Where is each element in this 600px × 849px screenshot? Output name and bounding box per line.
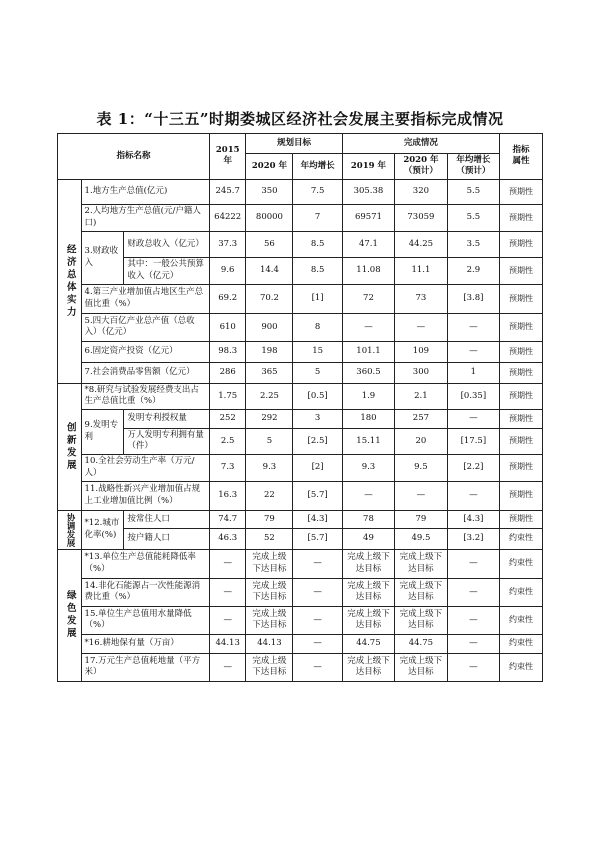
cell-plan-growth: 3 (293, 409, 342, 428)
cell-attribute: 预期性 (500, 481, 543, 510)
cell-est-growth: — (447, 578, 499, 606)
cell-est-growth: [4.3] (447, 510, 499, 528)
cell-est-2020: 73 (395, 284, 447, 313)
table-row (58, 454, 543, 481)
indicator-name: 按常住人口 (124, 510, 210, 528)
header-completion: 完成情况 (342, 134, 499, 154)
cell-est-2020: 79 (395, 510, 447, 528)
cell-est-2020: 44.75 (395, 634, 447, 653)
indicator-name: *8.研究与试验发展经费支出占生产总值比重（%） (81, 383, 209, 409)
cell-attribute: 约束性 (500, 634, 543, 653)
indicator-name: 6.固定资产投资（亿元） (81, 341, 209, 362)
cell-est-2020: 44.25 (395, 231, 447, 257)
table-row (58, 428, 543, 454)
cell-base-2015: 252 (210, 409, 246, 428)
table-row (58, 653, 543, 681)
cell-est-2020: 20 (395, 428, 447, 454)
cell-est-growth: 1 (447, 362, 499, 383)
cell-est-growth: — (447, 606, 499, 634)
table-row (58, 528, 543, 549)
table-row (58, 510, 543, 528)
cell-plan-2020: 2.25 (246, 383, 293, 409)
cell-est-2020: 73059 (395, 204, 447, 231)
cell-plan-2020: 198 (246, 341, 293, 362)
cell-plan-growth: [5.7] (293, 528, 342, 549)
cell-plan-2020: 完成上级下达目标 (246, 578, 293, 606)
cell-base-2015: 98.3 (210, 341, 246, 362)
cell-plan-2020: 52 (246, 528, 293, 549)
cell-actual-2019: 49 (342, 528, 394, 549)
indicator-name: *13.单位生产总值能耗降低率（%） (81, 549, 209, 578)
cell-est-growth: [0.35] (447, 383, 499, 409)
cell-actual-2019: 180 (342, 409, 394, 428)
cell-attribute: 预期性 (500, 257, 543, 284)
cell-est-2020: — (395, 313, 447, 341)
cell-plan-2020: 80000 (246, 204, 293, 231)
cell-attribute: 预期性 (500, 231, 543, 257)
category-economy: 经济总体实力 (58, 179, 82, 383)
indicator-name: 11.战略性新兴产业增加值占规上工业增加值比例（%） (81, 481, 209, 510)
cell-plan-2020: 9.3 (246, 454, 293, 481)
cell-actual-2019: 69571 (342, 204, 394, 231)
cell-plan-growth: [4.3] (293, 510, 342, 528)
header-planned: 规划目标 (246, 134, 342, 154)
cell-est-growth: [3.8] (447, 284, 499, 313)
cell-est-2020: 完成上级下达目标 (395, 578, 447, 606)
cell-est-2020: 257 (395, 409, 447, 428)
cell-attribute: 预期性 (500, 362, 543, 383)
cell-actual-2019: — (342, 481, 394, 510)
table-row (58, 634, 543, 653)
cell-plan-growth: 15 (293, 341, 342, 362)
cell-plan-growth: 8 (293, 313, 342, 341)
cell-plan-2020: 350 (246, 179, 293, 204)
cell-plan-growth: 8.5 (293, 231, 342, 257)
table-row (58, 606, 543, 634)
cell-est-2020: 11.1 (395, 257, 447, 284)
cell-base-2015: — (210, 606, 246, 634)
cell-plan-growth: 5 (293, 362, 342, 383)
cell-est-growth: [3.2] (447, 528, 499, 549)
cell-plan-growth: — (293, 606, 342, 634)
cell-plan-growth: 8.5 (293, 257, 342, 284)
cell-attribute: 预期性 (500, 409, 543, 428)
cell-est-growth: — (447, 634, 499, 653)
category-coordinated: 协调发展 (58, 510, 82, 549)
cell-est-growth: — (447, 549, 499, 578)
cell-plan-2020: 5 (246, 428, 293, 454)
cell-plan-growth: [0.5] (293, 383, 342, 409)
cell-plan-2020: 完成上级下达目标 (246, 606, 293, 634)
cell-plan-2020: 365 (246, 362, 293, 383)
cell-base-2015: 1.75 (210, 383, 246, 409)
cell-plan-2020: 14.4 (246, 257, 293, 284)
cell-base-2015: 74.7 (210, 510, 246, 528)
indicator-name: 其中：一般公共预算收入（亿元） (124, 257, 210, 284)
cell-plan-growth: [5.7] (293, 481, 342, 510)
cell-plan-growth: [1] (293, 284, 342, 313)
cell-est-2020: — (395, 481, 447, 510)
cell-base-2015: 9.6 (210, 257, 246, 284)
cell-plan-growth: — (293, 549, 342, 578)
table-row (58, 341, 543, 362)
table-row (58, 578, 543, 606)
table-row (58, 284, 543, 313)
table-row (58, 204, 543, 231)
cell-actual-2019: 完成上级下达目标 (342, 549, 394, 578)
cell-plan-2020: 79 (246, 510, 293, 528)
header-indicator: 指标名称 (58, 134, 210, 180)
cell-plan-2020: 22 (246, 481, 293, 510)
cell-actual-2019: 360.5 (342, 362, 394, 383)
cell-actual-2019: 78 (342, 510, 394, 528)
indicator-name: *16.耕地保有量（万亩） (81, 634, 209, 653)
cell-attribute: 约束性 (500, 549, 543, 578)
cell-base-2015: 16.3 (210, 481, 246, 510)
cell-base-2015: — (210, 653, 246, 681)
cell-plan-2020: 完成上级下达目标 (246, 653, 293, 681)
cell-est-2020: 9.5 (395, 454, 447, 481)
cell-plan-growth: [2.5] (293, 428, 342, 454)
cell-est-growth: — (447, 481, 499, 510)
cell-est-growth: 5.5 (447, 179, 499, 204)
cell-plan-growth: — (293, 653, 342, 681)
indicator-name: 财政总收入（亿元） (124, 231, 210, 257)
header-base-year: 2015 年 (210, 134, 246, 180)
indicator-group: 9.发明专利 (81, 409, 124, 454)
cell-base-2015: 7.3 (210, 454, 246, 481)
cell-actual-2019: 47.1 (342, 231, 394, 257)
indicator-name: 5.四大百亿产业总产值（总收入）（亿元） (81, 313, 209, 341)
cell-est-growth: — (447, 409, 499, 428)
cell-est-2020: 2.1 (395, 383, 447, 409)
category-green: 绿色发展 (58, 549, 82, 681)
cell-actual-2019: 15.11 (342, 428, 394, 454)
indicator-group: 3.财政收入 (81, 231, 124, 284)
indicator-name: 17.万元生产总值耗地量（平方米） (81, 653, 209, 681)
table-row (58, 409, 543, 428)
cell-attribute: 预期性 (500, 179, 543, 204)
cell-attribute: 约束性 (500, 578, 543, 606)
cell-attribute: 约束性 (500, 606, 543, 634)
cell-base-2015: — (210, 549, 246, 578)
header-est-growth: 年均增长 （预计） (447, 154, 499, 180)
indicator-name: 7.社会消费品零售额（亿元） (81, 362, 209, 383)
table-row (58, 362, 543, 383)
cell-est-growth: — (447, 653, 499, 681)
cell-est-growth: 2.9 (447, 257, 499, 284)
cell-actual-2019: 完成上级下达目标 (342, 653, 394, 681)
header-est-2020: 2020 年 （预计） (395, 154, 447, 180)
cell-plan-2020: 70.2 (246, 284, 293, 313)
header-plan-2020: 2020 年 (246, 154, 293, 180)
cell-actual-2019: 9.3 (342, 454, 394, 481)
cell-est-2020: 300 (395, 362, 447, 383)
cell-est-growth: 5.5 (447, 204, 499, 231)
table-row (58, 231, 543, 257)
cell-attribute: 约束性 (500, 528, 543, 549)
cell-plan-2020: 56 (246, 231, 293, 257)
cell-base-2015: 46.3 (210, 528, 246, 549)
cell-est-growth: — (447, 313, 499, 341)
cell-plan-growth: 7 (293, 204, 342, 231)
table-row (58, 257, 543, 284)
table-row (58, 481, 543, 510)
cell-attribute: 预期性 (500, 313, 543, 341)
cell-plan-2020: 900 (246, 313, 293, 341)
cell-plan-growth: [2] (293, 454, 342, 481)
indicator-name: 发明专利授权量 (124, 409, 210, 428)
indicator-name: 万人发明专利拥有量（件） (124, 428, 210, 454)
cell-actual-2019: — (342, 313, 394, 341)
cell-base-2015: 245.7 (210, 179, 246, 204)
cell-base-2015: — (210, 578, 246, 606)
indicator-group: *12.城市化率(%) (81, 510, 124, 549)
cell-est-2020: 完成上级下达目标 (395, 606, 447, 634)
cell-base-2015: 64222 (210, 204, 246, 231)
indicator-name: 1.地方生产总值(亿元) (81, 179, 209, 204)
header-actual-2019: 2019 年 (342, 154, 394, 180)
cell-est-2020: 49.5 (395, 528, 447, 549)
cell-base-2015: 44.13 (210, 634, 246, 653)
cell-plan-2020: 292 (246, 409, 293, 428)
indicator-table (57, 133, 543, 682)
indicator-name: 10.全社会劳动生产率（万元/人） (81, 454, 209, 481)
cell-base-2015: 37.3 (210, 231, 246, 257)
cell-base-2015: 610 (210, 313, 246, 341)
cell-plan-growth: 7.5 (293, 179, 342, 204)
table-row (58, 179, 543, 204)
cell-plan-growth: — (293, 634, 342, 653)
cell-actual-2019: 完成上级下达目标 (342, 578, 394, 606)
table-row (58, 383, 543, 409)
cell-est-2020: 320 (395, 179, 447, 204)
cell-est-2020: 完成上级下达目标 (395, 549, 447, 578)
cell-est-growth: [17.5] (447, 428, 499, 454)
category-innovation: 创新发展 (58, 383, 82, 510)
cell-attribute: 预期性 (500, 383, 543, 409)
cell-est-growth: — (447, 341, 499, 362)
cell-base-2015: 286 (210, 362, 246, 383)
cell-est-2020: 完成上级下达目标 (395, 653, 447, 681)
cell-attribute: 预期性 (500, 510, 543, 528)
cell-base-2015: 2.5 (210, 428, 246, 454)
cell-actual-2019: 11.08 (342, 257, 394, 284)
cell-est-growth: [2.2] (447, 454, 499, 481)
indicator-name: 15.单位生产总值用水量降低（%） (81, 606, 209, 634)
cell-attribute: 预期性 (500, 428, 543, 454)
indicator-name: 按户籍人口 (124, 528, 210, 549)
cell-est-2020: 109 (395, 341, 447, 362)
header-plan-growth: 年均增长 (293, 154, 342, 180)
cell-plan-2020: 44.13 (246, 634, 293, 653)
cell-actual-2019: 72 (342, 284, 394, 313)
cell-attribute: 预期性 (500, 204, 543, 231)
cell-actual-2019: 完成上级下达目标 (342, 606, 394, 634)
indicator-name: 4.第三产业增加值占地区生产总值比重（%） (81, 284, 209, 313)
cell-attribute: 预期性 (500, 341, 543, 362)
cell-attribute: 约束性 (500, 653, 543, 681)
table-title: 表 1：“十三五”时期娄城区经济社会发展主要指标完成情况 (96, 110, 504, 128)
cell-base-2015: 69.2 (210, 284, 246, 313)
indicator-name: 14.非化石能源占一次性能源消费比重（%） (81, 578, 209, 606)
table-row (58, 549, 543, 578)
table-row (58, 313, 543, 341)
cell-actual-2019: 44.75 (342, 634, 394, 653)
cell-est-growth: 3.5 (447, 231, 499, 257)
cell-attribute: 预期性 (500, 454, 543, 481)
indicator-name: 2.人均地方生产总值(元/户籍人口) (81, 204, 209, 231)
cell-actual-2019: 1.9 (342, 383, 394, 409)
cell-attribute: 预期性 (500, 284, 543, 313)
cell-actual-2019: 101.1 (342, 341, 394, 362)
header-attribute: 指标 属性 (500, 134, 543, 180)
cell-actual-2019: 305.38 (342, 179, 394, 204)
cell-plan-2020: 完成上级下达目标 (246, 549, 293, 578)
cell-plan-growth: — (293, 578, 342, 606)
